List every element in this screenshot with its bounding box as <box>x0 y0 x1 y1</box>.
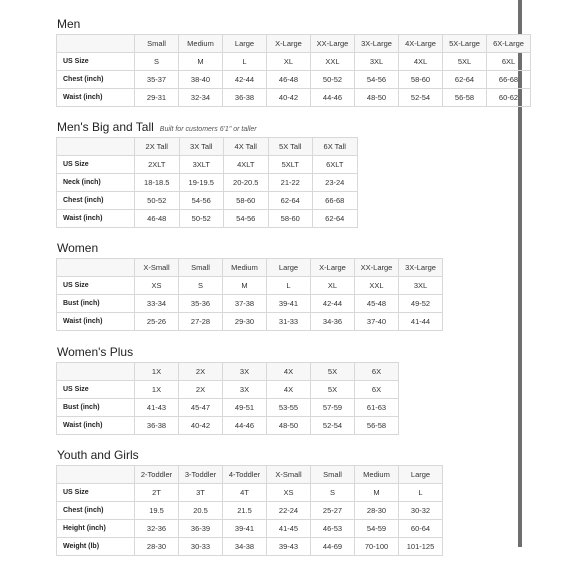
table-cell: 25-27 <box>311 502 355 520</box>
table-cell: 18-18.5 <box>135 174 180 192</box>
table-header-row <box>57 466 443 484</box>
column-header: 3X Tall <box>179 138 224 156</box>
table-cell: 62-64 <box>313 210 358 228</box>
table-cell: 37-40 <box>355 313 399 331</box>
table-cell: 50-52 <box>311 71 355 89</box>
table-cell: 58-60 <box>224 192 269 210</box>
table-cell: 48-50 <box>355 89 399 107</box>
column-header: Large <box>267 259 311 277</box>
column-header: X-Small <box>135 259 179 277</box>
column-header: Medium <box>223 259 267 277</box>
header-corner-cell <box>57 466 135 484</box>
table-cell: 66-68 <box>487 71 531 89</box>
table-cell: 45-47 <box>179 399 223 417</box>
column-header: Small <box>135 35 179 53</box>
table-cell: 42-44 <box>311 295 355 313</box>
table-cell: 28-30 <box>355 502 399 520</box>
column-header: 3-Toddler <box>179 466 223 484</box>
table-cell: 41-43 <box>135 399 179 417</box>
table-header-row <box>57 363 399 381</box>
header-corner-cell <box>57 363 135 381</box>
table-cell: 2X <box>179 381 223 399</box>
row-label: US Size <box>57 156 135 174</box>
table-cell: 56-58 <box>443 89 487 107</box>
table-cell: 54-59 <box>355 520 399 538</box>
table-cell: 27-28 <box>179 313 223 331</box>
table-cell: 49-52 <box>399 295 443 313</box>
column-header: 2-Toddler <box>135 466 179 484</box>
column-header: 2X <box>179 363 223 381</box>
table-cell: 21.5 <box>223 502 267 520</box>
table-cell: 29-30 <box>223 313 267 331</box>
table-cell: 39-41 <box>267 295 311 313</box>
women-title <box>57 241 98 255</box>
women-s-plus-title-text: Women's Plus <box>57 345 134 359</box>
table-cell: 41-44 <box>399 313 443 331</box>
youth-and-girls-title-text: Youth and Girls <box>57 448 139 462</box>
table-cell: 25-26 <box>135 313 179 331</box>
table-cell: 5XL <box>443 53 487 71</box>
table-cell: 4XLT <box>224 156 269 174</box>
table-cell: 101-125 <box>399 538 443 556</box>
table-cell: 3X <box>223 381 267 399</box>
row-label: Chest (inch) <box>57 192 135 210</box>
table-row <box>57 277 443 295</box>
women-size-table <box>56 258 443 331</box>
row-label: Waist (inch) <box>57 313 135 331</box>
table-cell: 19.5 <box>135 502 179 520</box>
table-row <box>57 381 399 399</box>
column-header: X-Small <box>267 466 311 484</box>
table-cell: 34-38 <box>223 538 267 556</box>
table-cell: 44-46 <box>223 417 267 435</box>
table-cell: XL <box>267 53 311 71</box>
table-cell: XS <box>267 484 311 502</box>
table-cell: 62-64 <box>268 192 313 210</box>
table-cell: L <box>267 277 311 295</box>
table-cell: 33-34 <box>135 295 179 313</box>
row-label: US Size <box>57 381 135 399</box>
table-cell: L <box>399 484 443 502</box>
table-cell: 50-52 <box>135 192 180 210</box>
table-row <box>57 399 399 417</box>
column-header: Large <box>223 35 267 53</box>
row-label: Chest (inch) <box>57 71 135 89</box>
table-row <box>57 156 358 174</box>
column-header: Large <box>399 466 443 484</box>
table-cell: 34-36 <box>311 313 355 331</box>
women-s-plus-title <box>57 345 133 359</box>
table-cell: 60-62 <box>487 89 531 107</box>
table-cell: 28-30 <box>135 538 179 556</box>
table-cell: S <box>135 53 179 71</box>
header-corner-cell <box>57 35 135 53</box>
table-row <box>57 174 358 192</box>
table-cell: 2XLT <box>135 156 180 174</box>
column-header: 6X <box>355 363 399 381</box>
row-label: Waist (inch) <box>57 89 135 107</box>
row-label: Height (inch) <box>57 520 135 538</box>
women-s-plus-size-table <box>56 362 399 435</box>
column-header: XX-Large <box>355 259 399 277</box>
table-cell: 46-48 <box>267 71 311 89</box>
table-row <box>57 210 358 228</box>
table-cell: 66-68 <box>313 192 358 210</box>
table-cell: XXL <box>311 53 355 71</box>
table-cell: 58-60 <box>399 71 443 89</box>
table-cell: 54-56 <box>355 71 399 89</box>
table-cell: XL <box>311 277 355 295</box>
row-label: Waist (inch) <box>57 210 135 228</box>
table-cell: 40-42 <box>179 417 223 435</box>
column-header: XX-Large <box>311 35 355 53</box>
table-cell: 42-44 <box>223 71 267 89</box>
table-cell: M <box>223 277 267 295</box>
table-cell: 44-69 <box>311 538 355 556</box>
column-header: 4X Tall <box>224 138 269 156</box>
table-cell: 30-32 <box>399 502 443 520</box>
table-cell: XXL <box>355 277 399 295</box>
table-cell: 57-59 <box>311 399 355 417</box>
table-cell: 44-46 <box>311 89 355 107</box>
row-label: Neck (inch) <box>57 174 135 192</box>
table-cell: M <box>179 53 223 71</box>
table-cell: 6X <box>355 381 399 399</box>
table-header-row <box>57 259 443 277</box>
column-header: 2X Tall <box>135 138 180 156</box>
women-title-text: Women <box>57 241 99 255</box>
row-label: US Size <box>57 484 135 502</box>
table-cell: 5X <box>311 381 355 399</box>
column-header: 1X <box>135 363 179 381</box>
column-header: 5X Tall <box>268 138 313 156</box>
men-s-big-and-tall-title-text: Men's Big and Tall <box>57 120 154 134</box>
table-cell: 3T <box>179 484 223 502</box>
table-cell: 36-39 <box>179 520 223 538</box>
table-cell: S <box>311 484 355 502</box>
column-header: X-Large <box>311 259 355 277</box>
header-corner-cell <box>57 138 135 156</box>
column-header: 3X-Large <box>399 259 443 277</box>
table-cell: 46-53 <box>311 520 355 538</box>
table-cell: 45-48 <box>355 295 399 313</box>
column-header: Medium <box>179 35 223 53</box>
table-cell: 4X <box>267 381 311 399</box>
table-cell: 62-64 <box>443 71 487 89</box>
column-header: 3X <box>223 363 267 381</box>
table-cell: 70-100 <box>355 538 399 556</box>
table-cell: 41-45 <box>267 520 311 538</box>
row-label: Waist (inch) <box>57 417 135 435</box>
table-cell: 23-24 <box>313 174 358 192</box>
table-cell: 3XL <box>355 53 399 71</box>
men-s-big-and-tall-title <box>57 120 257 134</box>
table-cell: 22-24 <box>267 502 311 520</box>
table-cell: 4T <box>223 484 267 502</box>
column-header: 5X-Large <box>443 35 487 53</box>
table-row <box>57 295 443 313</box>
row-label: US Size <box>57 53 135 71</box>
table-cell: L <box>223 53 267 71</box>
column-header: 6X-Large <box>487 35 531 53</box>
table-cell: 50-52 <box>179 210 224 228</box>
column-header: 4X <box>267 363 311 381</box>
table-cell: 3XL <box>399 277 443 295</box>
column-header: Small <box>311 466 355 484</box>
youth-and-girls-title <box>57 448 139 462</box>
column-header: X-Large <box>267 35 311 53</box>
table-cell: 52-54 <box>399 89 443 107</box>
column-header: 3X-Large <box>355 35 399 53</box>
table-cell: 56-58 <box>355 417 399 435</box>
column-header: 5X <box>311 363 355 381</box>
column-header: Medium <box>355 466 399 484</box>
row-label: US Size <box>57 277 135 295</box>
table-cell: 3XLT <box>179 156 224 174</box>
row-label: Bust (inch) <box>57 295 135 313</box>
table-cell: 35-37 <box>135 71 179 89</box>
table-cell: 39-43 <box>267 538 311 556</box>
column-header: 4-Toddler <box>223 466 267 484</box>
table-cell: 49-51 <box>223 399 267 417</box>
table-cell: 46-48 <box>135 210 180 228</box>
table-header-row <box>57 138 358 156</box>
table-cell: 54-56 <box>224 210 269 228</box>
table-cell: XS <box>135 277 179 295</box>
table-cell: 21-22 <box>268 174 313 192</box>
table-row <box>57 538 443 556</box>
table-cell: 40-42 <box>267 89 311 107</box>
table-cell: 52-54 <box>311 417 355 435</box>
table-cell: 38-40 <box>179 71 223 89</box>
table-cell: 60-64 <box>399 520 443 538</box>
table-cell: 39-41 <box>223 520 267 538</box>
table-cell: 19-19.5 <box>179 174 224 192</box>
men-title <box>57 17 80 31</box>
table-cell: 30-33 <box>179 538 223 556</box>
table-cell: 35-36 <box>179 295 223 313</box>
column-header: Small <box>179 259 223 277</box>
men-title-text: Men <box>57 17 81 31</box>
table-cell: 6XL <box>487 53 531 71</box>
table-row <box>57 71 531 89</box>
table-cell: 36-38 <box>135 417 179 435</box>
table-cell: 5XLT <box>268 156 313 174</box>
table-cell: 4XL <box>399 53 443 71</box>
men-size-table <box>56 34 531 107</box>
table-row <box>57 89 531 107</box>
men-s-big-and-tall-size-table <box>56 137 358 228</box>
table-cell: 36-38 <box>223 89 267 107</box>
table-cell: 53-55 <box>267 399 311 417</box>
table-header-row <box>57 35 531 53</box>
column-header: 4X-Large <box>399 35 443 53</box>
table-row <box>57 484 443 502</box>
row-label: Chest (inch) <box>57 502 135 520</box>
table-cell: 48-50 <box>267 417 311 435</box>
table-cell: 61-63 <box>355 399 399 417</box>
table-cell: 2T <box>135 484 179 502</box>
table-cell: 58-60 <box>268 210 313 228</box>
table-cell: 32-34 <box>179 89 223 107</box>
table-row <box>57 53 531 71</box>
table-cell: 32-36 <box>135 520 179 538</box>
row-label: Weight (lb) <box>57 538 135 556</box>
men-s-big-and-tall-note: Built for customers 6'1" or taller <box>159 126 257 133</box>
table-row <box>57 417 399 435</box>
youth-and-girls-size-table <box>56 465 443 556</box>
table-cell: 37-38 <box>223 295 267 313</box>
table-cell: 6XLT <box>313 156 358 174</box>
table-row <box>57 520 443 538</box>
table-cell: 54-56 <box>179 192 224 210</box>
table-cell: 31-33 <box>267 313 311 331</box>
table-cell: 20.5 <box>179 502 223 520</box>
table-cell: 29-31 <box>135 89 179 107</box>
column-header: 6X Tall <box>313 138 358 156</box>
header-corner-cell <box>57 259 135 277</box>
table-cell: M <box>355 484 399 502</box>
table-row <box>57 192 358 210</box>
table-cell: 20-20.5 <box>224 174 269 192</box>
table-cell: 1X <box>135 381 179 399</box>
table-row <box>57 313 443 331</box>
table-cell: S <box>179 277 223 295</box>
table-row <box>57 502 443 520</box>
row-label: Bust (inch) <box>57 399 135 417</box>
